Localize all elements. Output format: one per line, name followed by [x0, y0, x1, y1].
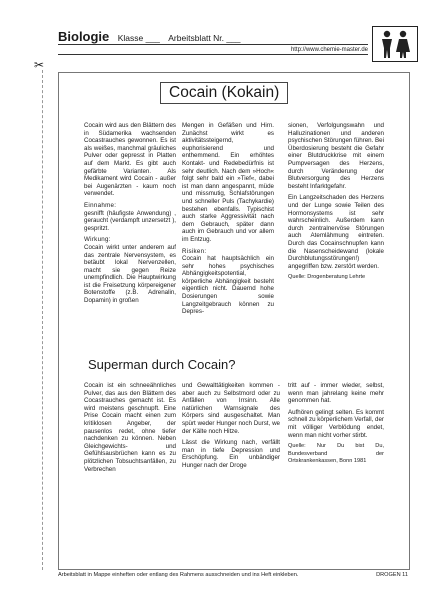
section2-column-3: [288, 382, 384, 470]
worksheet-footer: [58, 572, 408, 578]
section-title-superman: Superman durch Cocain?: [88, 357, 236, 372]
paragraph: sionen, Verfolgungswahn und Halluzinationen und anderen psychischen Störungen führen. Bei Überdosierung besteht die Gefahr einer Blutdruckkrise mit einem Pumpversagen des Herzens, durch Veränderung der Blutversorgung des Herzens besteht Infarktgefahr.: [288, 122, 384, 190]
section2-column-1: [84, 382, 176, 477]
label-risiken: Risiken:: [182, 247, 207, 255]
cut-line: [42, 70, 44, 570]
people-logo-icon: [372, 26, 418, 62]
source-note: Quelle: Nur Du bist Du, Bundesverband der Ortskrankenkassen, Bonn 1981: [288, 443, 384, 465]
label-wirkung: Wirkung:: [84, 236, 111, 244]
paragraph: gesnifft (häufigste Anwendung) , geraucht (verdampft unzersetzt ), gespritzt.: [84, 209, 176, 232]
source-url: http://www.chemie-master.de: [290, 47, 368, 53]
section1-column-2: [182, 122, 274, 320]
paragraph: tritt auf - immer wieder, selbst, wenn man jahrelang keine mehr genommen hat.: [288, 382, 384, 405]
header-rule: [58, 44, 368, 45]
paragraph: Cocain wird aus den Blättern des in Südamerika wachsenden Cocastrauches gewonnen. Es ist als weißes, manchmal gräuliches Pulver oder gepresst in Platten auf dem Markt. Es gibt auch gefärbte Varianten. Als Medikament wird Cocain - außer bei Augenärzten - kaum noch verwendet.: [84, 122, 176, 198]
paragraph: Lässt die Wirkung nach, verfällt man in tiefe Depression und Erschöpfung. Ein unbändiger Hunger nach der Droge: [182, 439, 280, 469]
subject-label: Biologie: [58, 29, 110, 44]
paragraph: Cocain hat hauptsächlich ein sehr hohes psychisches Abhängigkeitspotential, körperliche Abhängigkeit besteht eigentlich nicht. Dauernd hohe Dosierungen sowie Langzeitgebrauch können zu Depres-: [182, 255, 274, 316]
worksheet-header: [58, 28, 368, 62]
section-title-cocain: Cocain (Kokain): [160, 82, 288, 104]
scissors-icon: ✂: [34, 58, 45, 72]
paragraph: und Gewalttätigkeiten kommen - aber auch zu Selbstmord oder zu Anfällen von Irrsinn. Alle natürlichen Warnsignale des Körpers sind ausgeschaltet. Man spürt weder Hunger noch Durst, we der Kälte noch Hitze.: [182, 382, 280, 435]
paragraph: Cocain wirkt unter anderem auf das zentrale Nervensystem, es betäubt lokal Nervenzellen, macht sie gegen Reize unempfindlich. Die Hauptwirkung ist die Freisetzung körpereigener Botenstoffe (z.B. Adrenalin, Dopamin) in großen: [84, 243, 176, 305]
section2-column-2: [182, 382, 280, 474]
section1-column-3: [288, 122, 384, 286]
paragraph: Mengen in Gefäßen und Hirn. Zunächst wirkt es aktivitätssteigernd, euphorisierend und enthemmend. Ein erhöhtes Kontakt- und Redebedürfnis ist sehr deutlich. Nach dem »Hoch« folgt sehr bald ein »Tief«, dabei ist man dann angespannt, müde und missmutig, Schlafstörungen und schneller Puls (Tachykardie) bestehen ebenfalls. Typischist auch starke Aggressivität nach dem Gebrauch, später dann auch im Gebrauch und vor allem im Entzug.: [182, 122, 274, 243]
section1-column-1: [84, 122, 176, 309]
source-note: Quelle: Drogenberatung Lehrte: [288, 274, 366, 281]
paragraph: Cocain ist ein schneeähnliches Pulver, das aus den Blättern des Cocastrauches gemacht ist. Es wird meistens geschnupft. Eine Prise Cocain macht einen zum kritiklosen Angeber, der pausenlos redet, ohne tiefer nachdenken zu können. Neben Gleichgewichts- und Gefühlsausbrüchen kann es zu plötzlichen Tobsuchtsanfällen, zu Verbrechen: [84, 382, 176, 473]
paragraph: Ein Langzeitschaden des Herzens und der Lunge sowie Teilen des Hormonsystems ist sehr wahrscheinlich. Außerdem kann durch zentralnervöse Störungen auch Atemlähmung eintreten. Durch das Cocainschnupfen kann die Nasenscheidewand (lokale Durchblutungsstörungen!) angegriffen bzw. zerstört werden.: [288, 194, 384, 270]
page-label: DROGEN 11: [376, 572, 408, 578]
class-label: Klasse ___: [117, 33, 160, 43]
paragraph: Aufhören gelingt selten. Es kommt schnell zu körperlichem Verfall, der mit völliger Verblödung endet, wenn man nicht vorher stirbt.: [288, 408, 384, 439]
label-einnahme: Einnahme:: [84, 201, 117, 209]
header-rule-lower: [58, 54, 368, 55]
sheet-number-label: Arbeitsblatt Nr. ___: [168, 33, 241, 43]
footer-note: Arbeitsblatt in Mappe einheften oder entlang des Rahmens ausschneiden und ins Heft einkleben.: [58, 572, 299, 578]
